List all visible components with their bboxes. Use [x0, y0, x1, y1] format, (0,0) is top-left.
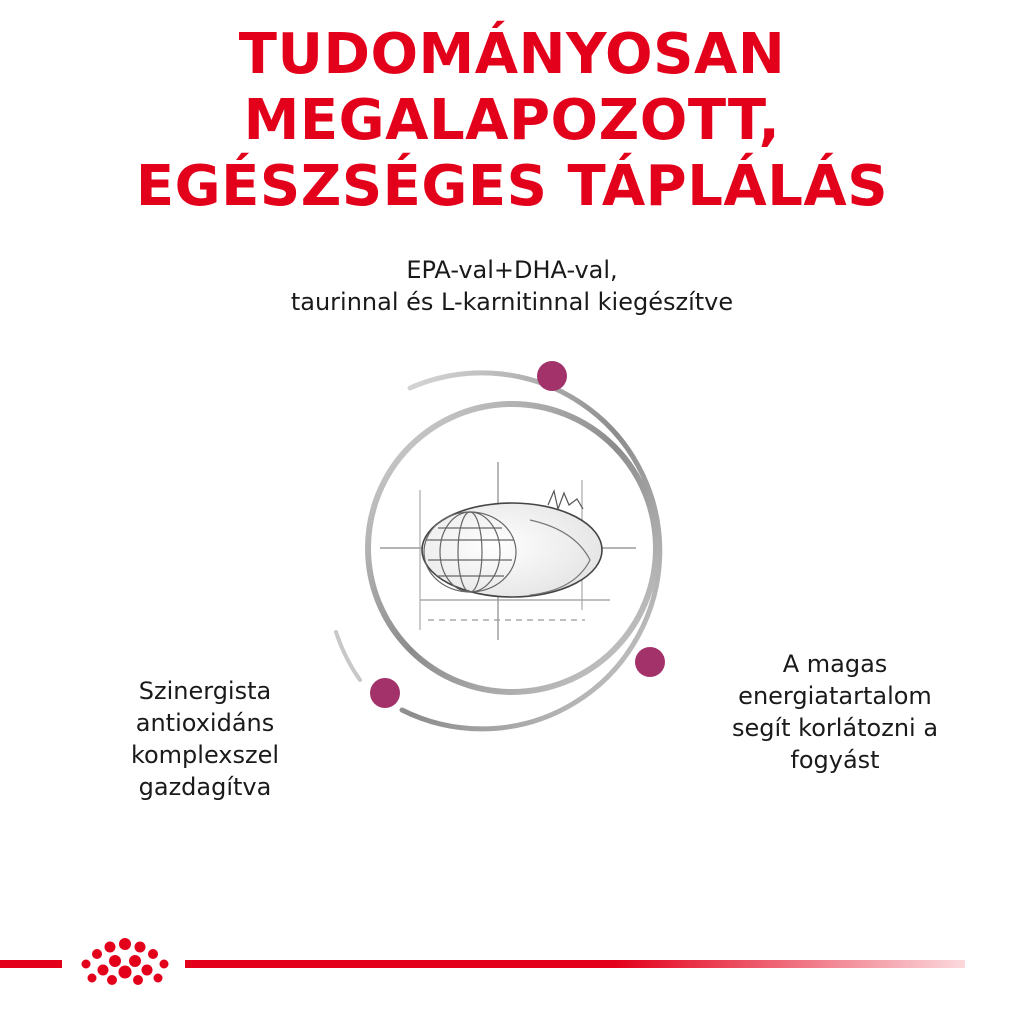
benefit-left-line-3: komplexszel: [130, 741, 280, 769]
marker-dot-right: [635, 647, 665, 677]
benefit-left-line-4: gazdagítva: [138, 773, 272, 801]
benefit-right-line-2: energiatartalom: [738, 682, 932, 710]
headline-line-1: TUDOMÁNYOSAN MEGALAPOZOTT,: [238, 22, 786, 153]
marker-dot-left: [370, 678, 400, 708]
benefit-left-line-1: Szinergista: [138, 677, 272, 705]
benefit-right-line-4: fogyást: [790, 746, 880, 774]
footer-line-left: [0, 960, 62, 968]
marker-dot-top: [537, 361, 567, 391]
benefit-right-line-3: segít korlátozni a: [731, 714, 939, 742]
headline-line-2: EGÉSZSÉGES TÁPLÁLÁS: [135, 154, 889, 219]
royal-canin-crown-logo: [70, 936, 180, 986]
benefit-right-line-1: A magas: [782, 650, 888, 678]
kibble-sketch-icon: [380, 462, 636, 640]
outer-ring-arc-lower: [336, 632, 360, 680]
benefit-left-line-2: antioxidáns: [135, 709, 275, 737]
benefit-top-line-1: EPA-val+DHA-val,: [406, 256, 618, 284]
footer-line-right: [185, 960, 965, 968]
benefit-left-text: [80, 675, 330, 803]
benefit-right-text: [690, 648, 980, 776]
benefit-top-line-2: taurinnal és L-karnitinnal kiegészítve: [290, 288, 734, 316]
